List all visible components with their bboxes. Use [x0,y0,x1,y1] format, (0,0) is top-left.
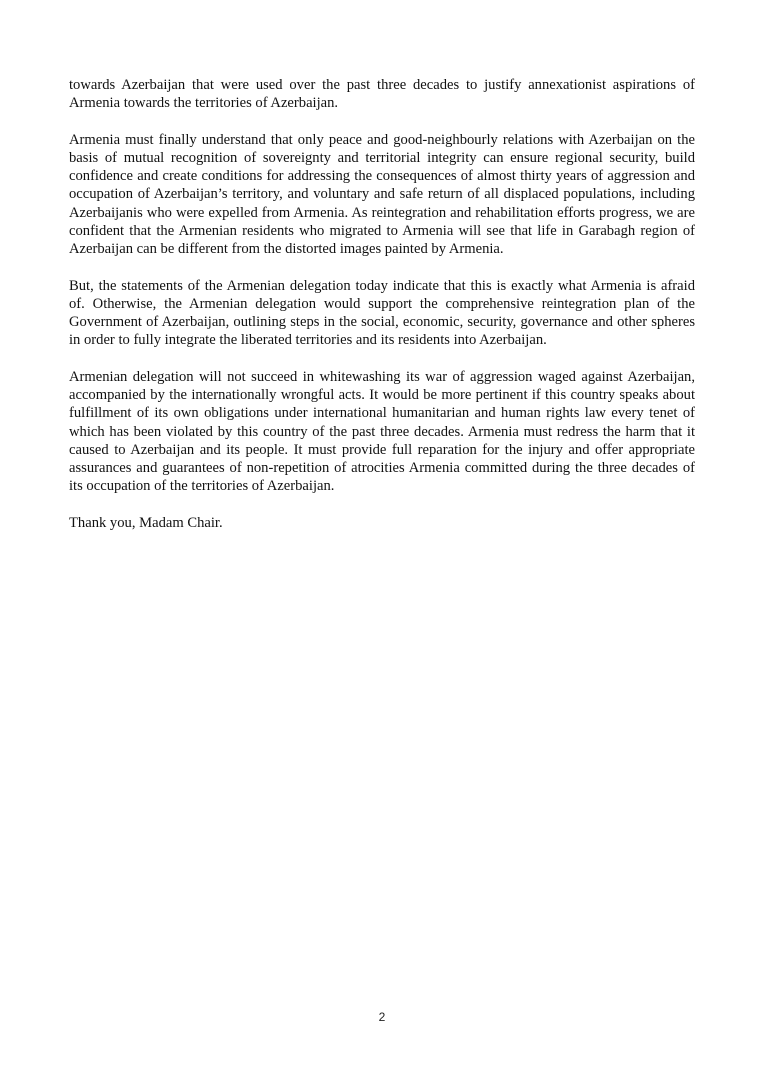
paragraph-aggression-reparation: Armenian delegation will not succeed in whitewashing its war of aggression waged against Azerbaijan, accompanied by the internationally wrongful acts. It would be more pertinent if this country speaks about fulfillment of its own obligations under international humanitarian and human rights law every tenet of which has been violated by this country of the past three decades. Armenia must redress the harm that it caused to Azerbaijan and its people. It must provide full reparation for the injury and offer appropriate assurances and guarantees of non-repetition of atrocities Armenia committed during the three decades of its occupation of the territories of Azerbaijan. [69,369,695,494]
paragraph-continuation: towards Azerbaijan that were used over the past three decades to justify annexationist aspirations of Armenia towards the territories of Azerbaijan. [69,77,695,112]
paragraph-closing: Thank you, Madam Chair. [69,514,223,531]
paragraph-peace-relations: Armenia must finally understand that only peace and good-neighbourly relations with Azerbaijan on the basis of mutual recognition of sovereignty and territorial integrity can ensure regional security, build confidence and create conditions for addressing the consequences of almost thirty years of aggression and occupation of Azerbaijan’s territory, and voluntary and safe return of all displaced populations, including Azerbaijanis who were expelled from Armenia. As reintegration and rehabilitation efforts progress, we are confident that the Armenian residents who migrated to Armenia will see that life in Garabagh region of Azerbaijan can be different from the distorted images painted by Armenia. [69,132,695,257]
paragraph-armenian-statements: But, the statements of the Armenian delegation today indicate that this is exactly what Armenia is afraid of. Otherwise, the Armenian delegation would support the comprehensive reintegration plan of the Government of Azerbaijan, outlining steps in the social, economic, security, governance and other spheres in order to fully integrate the liberated territories and its residents into Azerbaijan. [69,277,695,349]
document-body [69,76,695,532]
page-number: 2 [378,1010,386,1024]
